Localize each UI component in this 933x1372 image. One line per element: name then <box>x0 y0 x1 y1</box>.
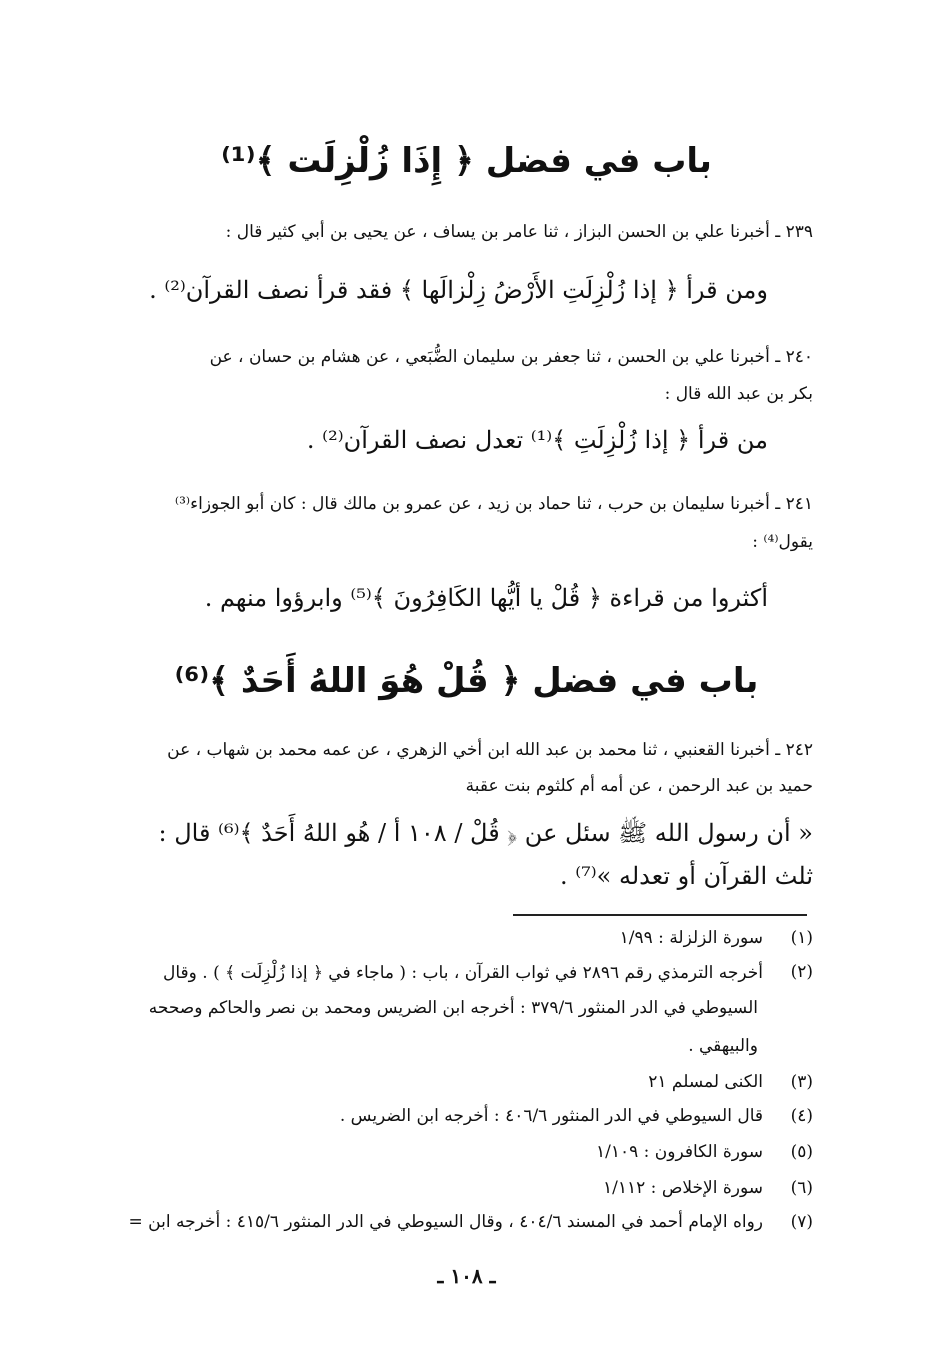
footnote-text: سورة الإخلاص : ١/١١٢ <box>603 1178 763 1198</box>
hadith-240-isnad-line1: ٢٤٠ ـ أخبرنا علي بن الحسن ، ثنا جعفر بن سليمان الضُّبَعي ، عن هشام بن حسان ، عن <box>209 347 813 367</box>
hadith-240-isnad-line2: بكر بن عبد الله قال : <box>664 384 813 404</box>
footnote-text: سورة الزلزلة : ١/٩٩ <box>619 928 763 948</box>
footnote-number: (٧) <box>790 1212 813 1232</box>
hadith-240-matn: من قرأ ﴿ إذا زُلْزِلَتِ ﴾⁽¹⁾ تعدل نصف القرآن⁽²⁾ . <box>306 426 768 454</box>
footnote-text: سورة الكافرون : ١/١٠٩ <box>595 1142 763 1162</box>
footnote-1 <box>123 928 813 960</box>
footnote-7 <box>123 1212 813 1244</box>
hadith-239-matn: ومن قرأ ﴿ إذا زُلْزِلَتِ الأَرْضُ زِلْزالَها ﴾ فقد قرأ نصف القرآن⁽²⁾ . <box>149 276 768 304</box>
footnote-number: (٦) <box>790 1178 813 1198</box>
chapter-heading-zalzalat: باب في فضل ﴿ إِذَا زُلْزِلَت ﴾⁽¹⁾ <box>221 141 712 181</box>
footnote-2-continuation-2: والبيهقي . <box>688 1036 758 1056</box>
hadith-242-isnad-line2: حميد بن عبد الرحمن ، عن أمه أم كلثوم بنت عقبة <box>465 776 813 796</box>
footnote-text: أخرجه الترمذي رقم ٢٨٩٦ في ثواب القرآن ، باب : ( ماجاء في ﴿ إذا زُلْزِلَت ﴾ ) . وقال <box>163 963 763 983</box>
hadith-242-matn-line2: ثلث القرآن أو تعدله »⁽⁷⁾ . <box>559 862 813 890</box>
hadith-241-isnad-line2: يقول⁽⁴⁾ : <box>752 532 813 552</box>
hadith-241-isnad-line1: ٢٤١ ـ أخبرنا سليمان بن حرب ، ثنا حماد بن زيد ، عن عمرو بن مالك قال : كان أبو الجوزاء⁽³⁾ <box>174 494 813 514</box>
footnote-3 <box>123 1072 813 1104</box>
footnote-text: رواه الإمام أحمد في المسند ٤٠٤/٦ ، وقال السيوطي في الدر المنثور ٤١٥/٦ : أخرجه ابن = <box>128 1212 763 1232</box>
hadith-239-isnad: ٢٣٩ ـ أخبرنا علي بن الحسن البزاز ، ثنا عامر بن يساف ، عن يحيى بن أبي كثير قال : <box>225 222 813 242</box>
footnote-2 <box>123 962 813 994</box>
chapter-heading-ikhlas: باب في فضل ﴿ قُلْ هُوَ اللهُ أَحَدٌ ﴾⁽⁶⁾ <box>174 661 759 701</box>
page-number: ـ ١٠٨ ـ <box>437 1264 496 1288</box>
footnote-number: (٤) <box>790 1106 813 1126</box>
footnote-number: (١) <box>790 928 813 948</box>
footnote-text: قال السيوطي في الدر المنثور ٤٠٦/٦ : أخرجه ابن الضريس . <box>339 1106 763 1126</box>
footnote-5 <box>123 1142 813 1174</box>
footnote-separator <box>513 914 807 916</box>
footnote-6 <box>123 1178 813 1210</box>
footnote-number: (٣) <box>790 1072 813 1092</box>
footnote-2-continuation-1: السيوطي في الدر المنثور ٣٧٩/٦ : أخرجه ابن الضريس ومحمد بن نصر والحاكم وصححه <box>148 998 758 1018</box>
footnote-number: (٢) <box>790 962 813 982</box>
footnote-4 <box>123 1106 813 1138</box>
hadith-242-matn-line1: « أن رسول الله ﷺ سئل عن ﴿ قُلْ / ١٠٨ أ / هُو اللهُ أَحَدٌ ﴾⁽⁶⁾ قال : <box>158 819 813 847</box>
hadith-241-matn: أكثروا من قراءة ﴿ قُلْ يا أيُّها الكَافِرُونَ ﴾⁽⁵⁾ وابرؤوا منهم . <box>204 584 768 612</box>
footnote-text: الكنى لمسلم ٢١ <box>648 1072 763 1092</box>
hadith-242-isnad-line1: ٢٤٢ ـ أخبرنا القعنبي ، ثنا محمد بن عبد الله ابن أخي الزهري ، عن عمه محمد بن شهاب ، عن <box>167 740 813 760</box>
footnote-number: (٥) <box>790 1142 813 1162</box>
